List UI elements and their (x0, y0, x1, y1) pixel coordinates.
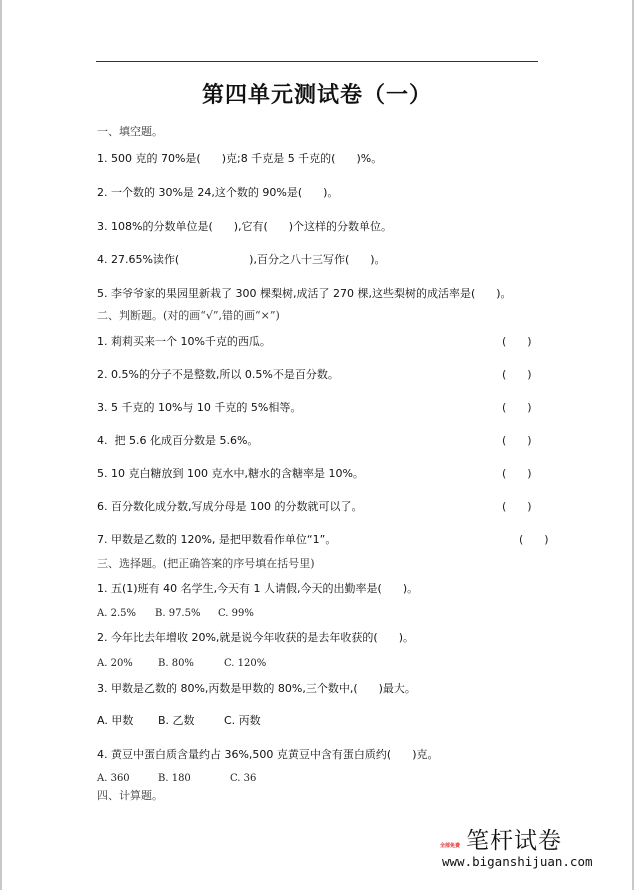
true-false-question-5: 5. 10 克白糖放到 100 克水中,糖水的含糖率是 10%。 (97, 467, 364, 480)
choice-4-option-a: A. 360 (97, 773, 130, 784)
choice-question-4: 4. 黄豆中蛋白质含量约占 36%,500 克黄豆中含有蛋白质约( )克。 (97, 748, 439, 761)
answer-parentheses: ( ) (502, 500, 532, 513)
choice-question-2: 2. 今年比去年增收 20%,就是说今年收获的是去年收获的( )。 (97, 631, 414, 644)
choice-1-option-c: C. 99% (218, 608, 254, 619)
page-edge-left (0, 0, 2, 890)
choice-1-option-b: B. 97.5% (155, 608, 201, 619)
fill-blank-question-5: 5. 李爷爷家的果园里新栽了 300 棵梨树,成活了 270 棵,这些梨树的成活率是( )。 (97, 287, 512, 300)
answer-parentheses: ( ) (502, 368, 532, 381)
true-false-question-7: 7. 甲数是乙数的 120%, 是把甲数看作单位“1”。 (97, 533, 337, 546)
true-false-question-3: 3. 5 千克的 10%与 10 千克的 5%相等。 (97, 401, 302, 414)
fill-blank-question-2: 2. 一个数的 30%是 24,这个数的 90%是( )。 (97, 186, 339, 199)
choice-2-option-b: B. 80% (158, 658, 194, 669)
answer-parentheses: ( ) (502, 467, 532, 480)
choice-question-1: 1. 五(1)班有 40 名学生,今天有 1 人请假,今天的出勤率是( )。 (97, 582, 419, 595)
choice-2-option-c: C. 120% (224, 658, 267, 669)
fill-blank-question-3: 3. 108%的分数单位是( ),它有( )个这样的分数单位。 (97, 220, 393, 233)
watermark-brand: 笔杆试卷 (466, 828, 562, 854)
watermark-tag: 全部免费 (440, 843, 461, 849)
choice-3-option-b: B. 乙数 (158, 714, 195, 727)
choice-2-option-a: A. 20% (97, 658, 133, 669)
section-heading-true-false: 二、判断题。(对的画“√”,错的画“×”) (97, 309, 280, 322)
choice-4-option-b: B. 180 (158, 773, 191, 784)
answer-parentheses: ( ) (502, 335, 532, 348)
true-false-question-6: 6. 百分数化成分数,写成分母是 100 的分数就可以了。 (97, 500, 363, 513)
true-false-question-2: 2. 0.5%的分子不是整数,所以 0.5%不是百分数。 (97, 368, 339, 381)
section-heading-multiple-choice: 三、选择题。(把正确答案的序号填在括号里) (97, 557, 315, 570)
choice-4-option-c: C. 36 (230, 773, 257, 784)
section-heading-calculation: 四、计算题。 (97, 789, 163, 802)
choice-question-3: 3. 甲数是乙数的 80%,丙数是甲数的 80%,三个数中,( )最大。 (97, 682, 416, 695)
choice-3-option-c: C. 丙数 (224, 714, 261, 727)
watermark-url: www.biganshijuan.com (442, 854, 593, 869)
section-heading-fill-blank: 一、填空题。 (97, 125, 163, 138)
choice-3-option-a: A. 甲数 (97, 714, 134, 727)
answer-parentheses: ( ) (519, 533, 549, 546)
answer-parentheses: ( ) (502, 434, 532, 447)
document-title: 第四单元测试卷（一） (201, 82, 432, 108)
fill-blank-question-4: 4. 27.65%读作( ),百分之八十三写作( )。 (97, 253, 386, 266)
true-false-question-1: 1. 莉莉买来一个 10%千克的西瓜。 (97, 335, 271, 348)
watermark-logo (440, 822, 610, 874)
true-false-question-4: 4. 把 5.6 化成百分数是 5.6%。 (97, 434, 259, 447)
answer-parentheses: ( ) (502, 401, 532, 414)
header-rule (96, 61, 538, 62)
choice-1-option-a: A. 2.5% (97, 608, 136, 619)
fill-blank-question-1: 1. 500 克的 70%是( )克;8 千克是 5 千克的( )%。 (97, 152, 383, 165)
